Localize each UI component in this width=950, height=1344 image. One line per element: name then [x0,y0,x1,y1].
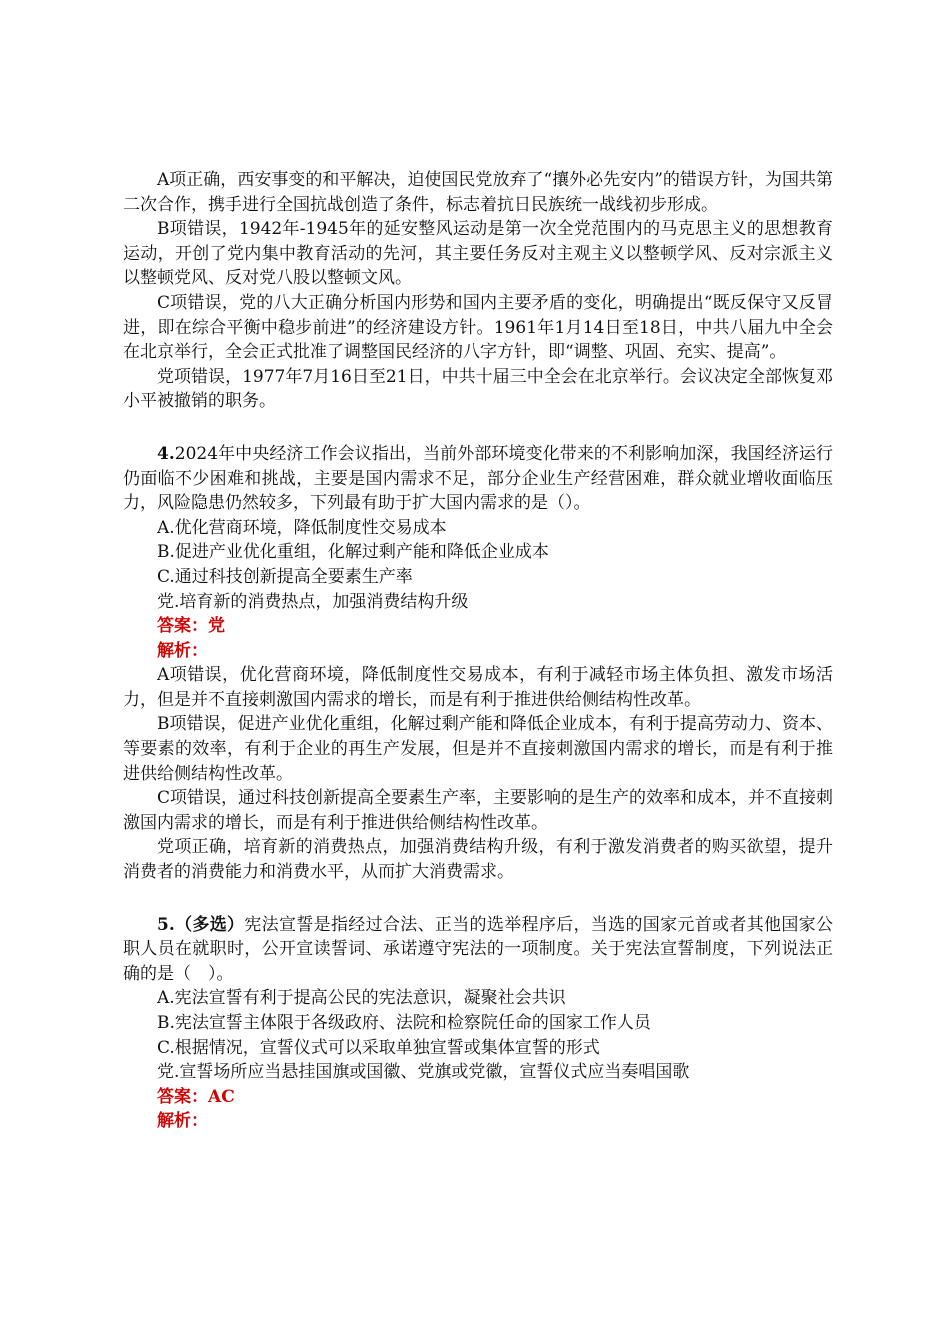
spacer [123,885,833,913]
q4-option-c: C.通过科技创新提高全要素生产率 [157,566,413,587]
q4-analysis-b: B项错误，促进产业优化重组，化解过剩产能和降低企业成本，有利于提高劳动力、资本、等要素的效率，有利于企业的再生产发展，但是并不直接刺激国内需求的增长，而是有利于推进供给侧结构性改革。 [123,714,833,784]
q5-analysis-label: 解析： [157,1111,208,1132]
q4-option-b: B.促进产业优化重组，化解过剩产能和降低企业成本 [157,542,549,563]
q5-stem-text: 宪法宣誓是指经过合法、正当的选举程序后，当选的国家元首或者其他国家公职人员在就职时，公开宣读誓词、承诺遵守宪法的一项制度。关于宪法宣誓制度，下列说法正确的是（ ）。 [123,914,833,984]
q3-analysis-c: C项错误，党的八大正确分析国内形势和国内主要矛盾的变化，明确提出“既反保守又反冒进，即在综合平衡中稳步前进”的经济建设方针。1961年1月14日至18日，中共八届九中全会在北京举行，全会正式批准了调整国民经济的八字方针，即“调整、巩固、充实、提高”。 [123,292,833,363]
q3-analysis-b: B项错误，1942年-1945年的延安整风运动是第一次全党范围内的马克思主义的思想教育运动，开创了党内集中教育活动的先河，其主要任务反对主观主义以整顿学风、反对宗派主义以整顿党风、反对党八股以整顿文风。 [123,219,833,289]
q4-option-a: A.优化营商环境，降低制度性交易成本 [157,517,447,538]
q4-answer: 答案：党 [157,616,225,637]
q5-number: 5.（多选） [157,914,245,935]
q3-analysis-a: A项正确，西安事变的和平解决，迫使国民党放弃了“攘外必先安内”的错误方针，为国共第二次合作，携手进行全国抗战创造了条件，标志着抗日民族统一战线初步形成。 [123,170,833,215]
q5-answer: 答案：AC [157,1086,235,1107]
q5-option-a: A.宪法宣誓有利于提高公民的宪法意识，凝聚社会共识 [157,988,566,1009]
q5-option-b: B.宪法宣誓主体限于各级政府、法院和检察院任命的国家工作人员 [157,1013,651,1033]
q3-analysis-d: 党项错误，1977年7月16日至21日，中共十届三中全会在北京举行。会议决定全部恢复邓小平被撤销的职务。 [123,366,833,412]
q5-stem [123,913,833,987]
q4-stem-text: 2024年中央经济工作会议指出，当前外部环境变化带来的不利影响加深，我国经济运行仍面临不少困难和挑战，主要是国内需求不足，部分企业生产经营困难，群众就业增收面临压力，风险隐患仍然较多，下列最有助于扩大国内需求的是（）。 [123,443,833,514]
q4-analysis-d: 党项正确，培育新的消费热点，加强消费结构升级，有利于激发消费者的购买欲望，提升消费者的消费能力和消费水平，从而扩大消费需求。 [123,837,833,883]
q4-analysis-a: A项错误，优化营商环境，降低制度性交易成本，有利于减轻市场主体负担、激发市场活力，但是并不直接刺激国内需求的增长，而是有利于推进供给侧结构性改革。 [123,665,833,710]
q4-analysis-label: 解析： [157,640,208,661]
spacer [123,414,833,442]
q4-analysis-c: C项错误，通过科技创新提高全要素生产率，主要影响的是生产的效率和成本，并不直接刺激国内需求的增长，而是有利于推进供给侧结构性改革。 [123,788,834,833]
q4-stem [123,442,833,516]
q4-number: 4. [157,443,175,464]
document-page [123,168,833,1134]
q5-option-d: 党.宣誓场所应当悬挂国旗或国徽、党旗或党徽，宣誓仪式应当奏唱国歌 [157,1062,690,1083]
q4-option-d: 党.培育新的消费热点，加强消费结构升级 [157,591,469,612]
q5-option-c: C.根据情况，宣誓仪式可以采取单独宣誓或集体宣誓的形式 [157,1037,600,1058]
